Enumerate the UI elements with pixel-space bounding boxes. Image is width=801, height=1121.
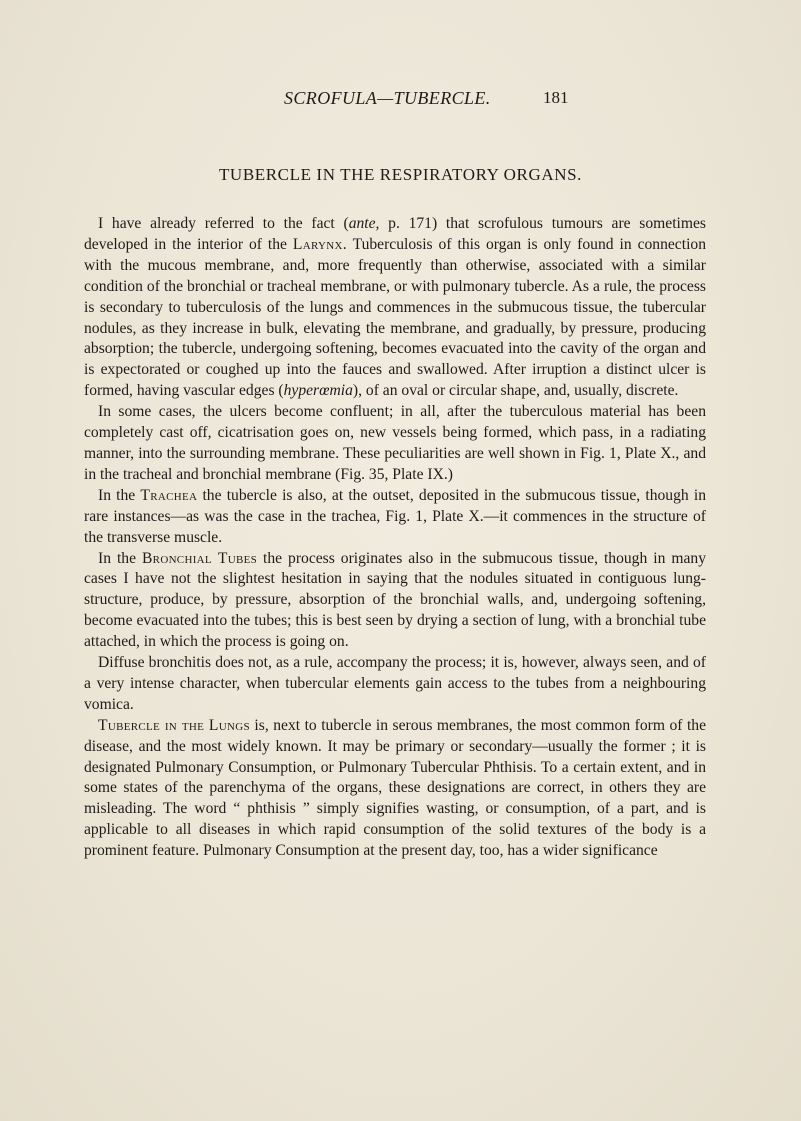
paragraph-ulcers: In some cases, the ulcers become confluent; in all, after the tuberculous material has been completely cast off, cicatrisation goes on, new vessels being formed, which pass, in a radiating manner, into the surrounding membrane. These peculiarities are well shown in Fig. 1, Plate X., and in the tracheal and bronchial membrane (Fig. 35, Plate IX.) [84, 403, 706, 483]
paragraph-bronchial-tubes: In the Bronchial Tubes the process originates also in the submucous tissue, though in many cases I have not the slightest hesitation in saying that the nodules situated in contiguous lung-structure, produce, by pressure, absorption of the bronchial walls, and, undergoing softening, become evacuated into the tubes; this is best seen by drying a section of lung, with a bronchial tube attached, in which the process is going on. [84, 549, 706, 651]
paragraph-lungs: Tubercle in the Lungs is, next to tubercle in serous membranes, the most common form of the disease, and the most widely known. It may be primary or secondary—usually the former ; it is designated Pulmonary Consumption, or Pulmonary Tubercular Phthisis. To a certain extent, and in some states of the parenchyma of the organs, these designations are correct, in others they are misleading. The word “ phthisis ” simply signifies wasting, or consumption, of a part, and is applicable to all diseases in which rapid consumption of the solid textures of the body is a prominent feature. Pulmonary Consumption at the present day, too, has a wider significance [84, 716, 706, 860]
section-title: TUBERCLE IN THE RESPIRATORY ORGANS. [218, 165, 583, 184]
paragraph-diffuse-bronchitis: Diffuse bronchitis does not, as a rule, accompany the process; it is, however, always seen, and of a very intense character, when tubercular elements gain access to the tubes from a neighbouring vomica. [84, 654, 706, 713]
paragraph-larynx: I have already referred to the fact (ante, p. 171) that scrofulous tumours are sometimes developed in the interior of the Larynx. Tuberculosis of this organ is only found in connection with the mucous membrane, and, more frequently than otherwise, associated with a similar condition of the bronchial or tracheal membrane, or with pulmonary tubercle. As a rule, the process is secondary to tuberculosis of the lungs and commences in the submucous tissue, the tubercular nodules, as they increase in bulk, elevating the membrane, and gradually, by pressure, producing absorption; the tubercle, undergoing softening, becomes evacuated into the cavity of the organ and is expectorated or coughed up into the fauces and swallowed. After irruption a distinct ulcer is formed, having vascular edges (hyperœmia), of an oval or circular shape, and, usually, discrete. [84, 215, 707, 400]
running-title: SCROFULA—TUBERCLE. [284, 88, 491, 108]
paragraph-trachea: In the Trachea the tubercle is also, at the outset, deposited in the submucous tissue, though in rare instances—as was the case in the trachea, Fig. 1, Plate X.—it commences in the structure of the transverse muscle. [84, 486, 706, 546]
running-head [0, 88, 801, 110]
body-text [84, 214, 706, 862]
page-number: 181 [543, 88, 569, 107]
